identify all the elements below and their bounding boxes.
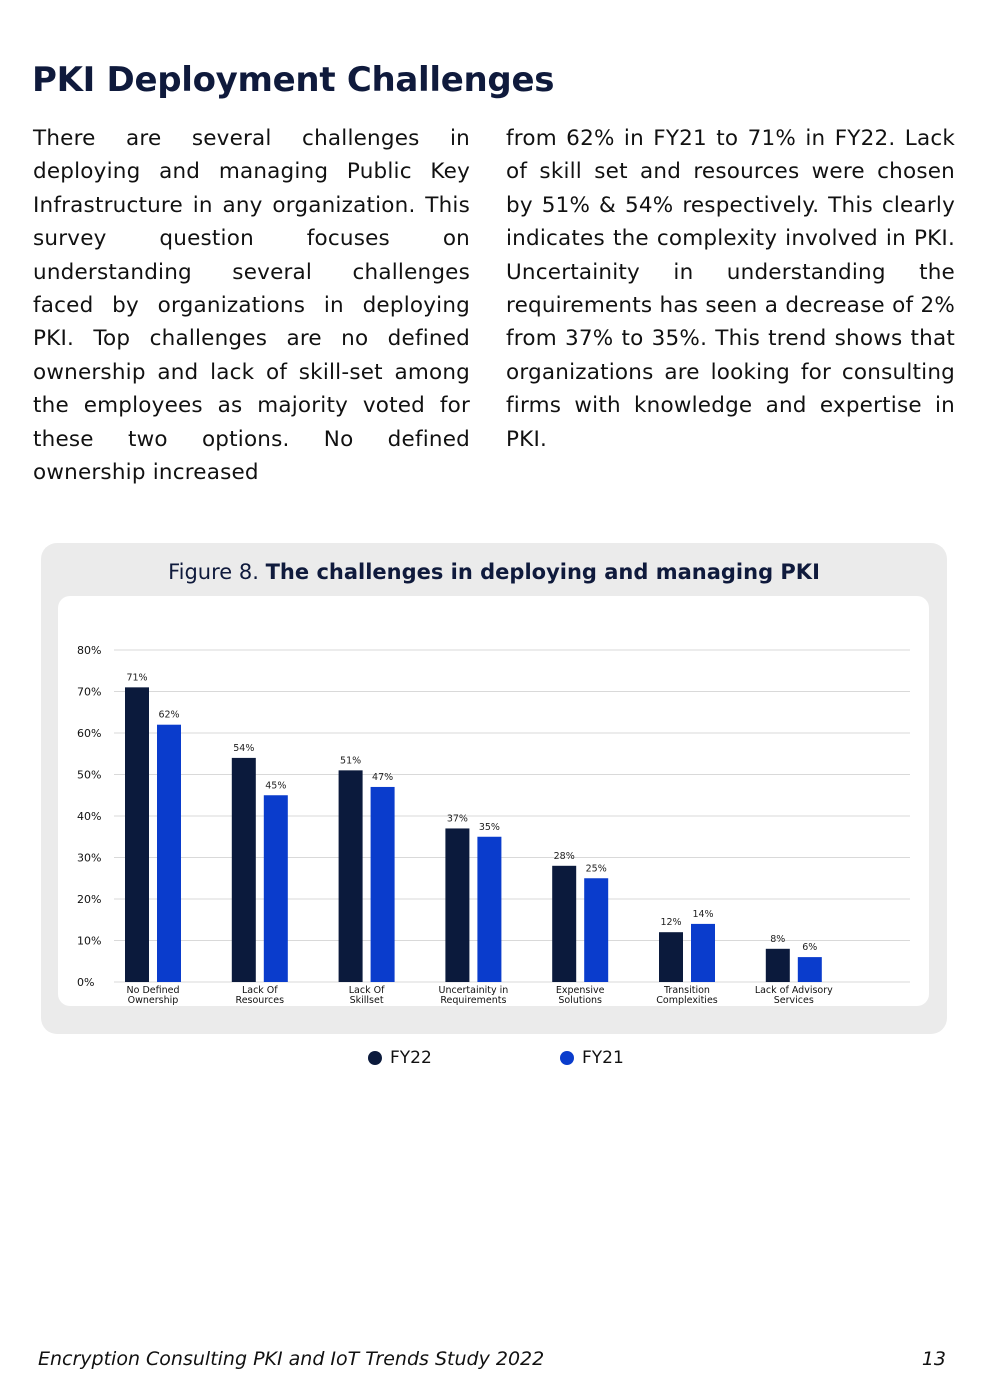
body-paragraph-left: There are several challenges in deploying and managing Public Key Infrastructure in any organization. This survey question focuses on understanding several challenges faced by organizations in deploying PKI. Top challenges are no defined ownership and lack of skill-set among the employees as majority voted for these two options. No defined ownership increased [33,126,470,486]
bar-fy21 [584,878,608,982]
x-tick-label: No Defined [126,985,180,996]
y-tick-label: 30% [77,851,102,865]
data-label: 45% [265,780,287,792]
data-label: 47% [372,771,394,783]
x-tick-label: Complexities [656,995,718,1006]
page-number: 13 [921,1348,946,1370]
legend-item-fy21 [560,1048,624,1068]
legend-dot-fy22 [368,1051,382,1065]
data-label: 12% [660,917,682,929]
data-label: 54% [233,742,255,754]
bar-fy21 [157,725,181,982]
y-tick-label: 40% [77,810,102,823]
x-tick-label: Lack Of [348,985,385,996]
y-tick-label: 50% [77,768,102,782]
bar-fy22 [445,828,469,982]
x-tick-label: Services [773,995,814,1006]
data-label: 28% [553,850,575,862]
bar-fy22 [766,949,790,982]
x-tick-label: Requirements [440,995,507,1006]
x-tick-label: Transition [664,985,710,996]
figure-prefix: Figure 8. [168,560,259,584]
legend-item-fy22 [368,1048,432,1068]
x-tick-label: Expensive [555,985,605,996]
footer-title: Encryption Consulting PKI and IoT Trends Study 2022 [38,1348,545,1370]
bar-fy22 [125,687,149,982]
y-tick-label: 10% [77,934,102,948]
data-label: 71% [126,672,148,684]
x-tick-label: Ownership [127,995,179,1006]
x-tick-label: Uncertainity in [438,985,509,996]
bar-fy22 [339,770,363,982]
y-tick-label: 80% [77,644,102,657]
bar-fy22 [232,758,256,982]
x-tick-label: Resources [235,995,285,1006]
data-label: 35% [478,821,500,833]
data-label: 25% [585,863,607,875]
bar-fy21 [477,837,501,982]
page-title: PKI Deployment Challenges [32,60,555,100]
figure-title: The challenges in deploying and managing PKI [265,560,820,584]
data-label: 6% [802,942,818,954]
bar-fy21 [691,924,715,982]
legend-label-fy22: FY22 [390,1048,432,1068]
bar-fy21 [798,957,822,982]
bar-fy22 [659,932,683,982]
bar-fy21 [264,795,288,982]
x-tick-label: Solutions [558,995,603,1006]
x-tick-label: Lack of Advisory [754,985,833,996]
bar-fy22 [552,866,576,982]
x-tick-label: Lack Of [241,985,278,996]
data-label: 8% [770,933,786,945]
x-tick-label: Skillset [349,995,384,1006]
data-label: 51% [340,755,362,767]
y-tick-label: 20% [77,893,102,906]
data-label: 14% [692,908,714,920]
y-tick-label: 60% [77,727,102,740]
legend-dot-fy21 [560,1051,574,1065]
legend-label-fy21: FY21 [582,1048,624,1068]
body-paragraph-right: from 62% in FY21 to 71% in FY22. Lack of skill set and resources were chosen by 51% & 54% respectively. This clearly indicates the complexity involved in PKI. Uncertainity in understanding the requirements has seen a decrease of 2% from 37% to 35%. This trend shows that organizations are looking for consulting firms with knowledge and expertise in PKI. [506,126,955,452]
y-tick-label: 0% [77,976,95,989]
y-tick-label: 70% [77,685,102,699]
data-label: 62% [158,709,180,721]
data-label: 37% [446,813,468,825]
bar-fy21 [371,787,395,982]
